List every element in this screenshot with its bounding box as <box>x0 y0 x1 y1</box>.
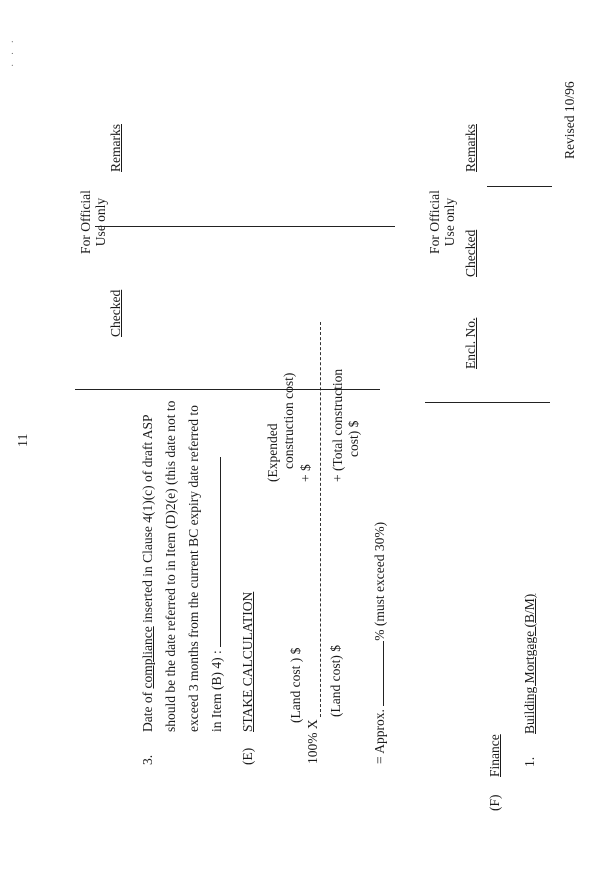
denominator-total-2: cost) $ <box>346 420 361 457</box>
multiplier-label: 100% X <box>305 719 320 764</box>
revision-note: Revised 10/96 <box>562 81 577 159</box>
official-bottom-header-2: Use only <box>442 197 457 247</box>
item3-line3: exceed 3 months from the current BC expiry date referred to <box>186 405 201 732</box>
numerator-expended-1: (Expended <box>265 423 280 482</box>
official-bottom-header-1: For Official <box>427 190 442 254</box>
finance-item1-number: 1. <box>522 756 537 767</box>
official-bottom-checked: Checked <box>463 229 478 277</box>
item3-line1-after: inserted in Clause 4(1)(c) of draft ASP <box>140 414 155 627</box>
official-top-header-1: For Official <box>78 190 93 254</box>
item3-compliance-word: compliance <box>140 626 155 689</box>
section-e-letter: (E) <box>240 747 255 765</box>
official-bottom-col-divider-1 <box>487 186 552 187</box>
fraction-line <box>320 322 321 717</box>
stake-calculation-heading: STAKE CALCULATION <box>240 591 255 732</box>
item3-line4-text: in Item (B) 4) : <box>209 650 224 732</box>
official-top-divider <box>75 389 380 390</box>
section-f-letter: (F) <box>487 794 502 811</box>
page-number: 11 <box>16 433 31 447</box>
official-top-header-2: Use only <box>93 197 108 247</box>
approx-line <box>372 522 388 764</box>
finance-heading: Finance <box>487 734 502 777</box>
item3-line1 <box>140 414 156 732</box>
building-mortgage-label: Building Mortgage (B/M) <box>522 593 537 734</box>
item3-line4 <box>209 457 225 732</box>
numerator-plus: + $ <box>298 464 313 482</box>
official-bottom-encl-no: Encl. No. <box>463 317 478 369</box>
item3-number: 3. <box>140 754 155 765</box>
item3-line1-before: Date of <box>140 688 155 732</box>
denominator-total-1: + (Total construction <box>330 368 345 482</box>
item3-date-blank[interactable] <box>220 457 221 647</box>
official-top-checked: Checked <box>108 289 123 337</box>
denominator-land-cost: (Land cost) $ <box>328 645 343 717</box>
approx-suffix: % (must exceed 30%) <box>372 521 387 641</box>
official-top-remarks: Remarks <box>108 124 123 172</box>
approx-percent-blank[interactable] <box>383 641 384 706</box>
official-bottom-divider <box>425 402 550 403</box>
approx-label: = Approx. <box>372 709 387 764</box>
numerator-expended-2: construction cost) <box>281 372 296 469</box>
numerator-land-cost: (Land cost ) $ <box>288 647 303 723</box>
scan-specks: · · · <box>8 37 19 67</box>
official-bottom-remarks: Remarks <box>463 124 478 172</box>
official-top-col-divider <box>95 226 395 227</box>
item3-line2: should be the date referred to in Item (D)2(e) (this date not to <box>163 400 178 732</box>
